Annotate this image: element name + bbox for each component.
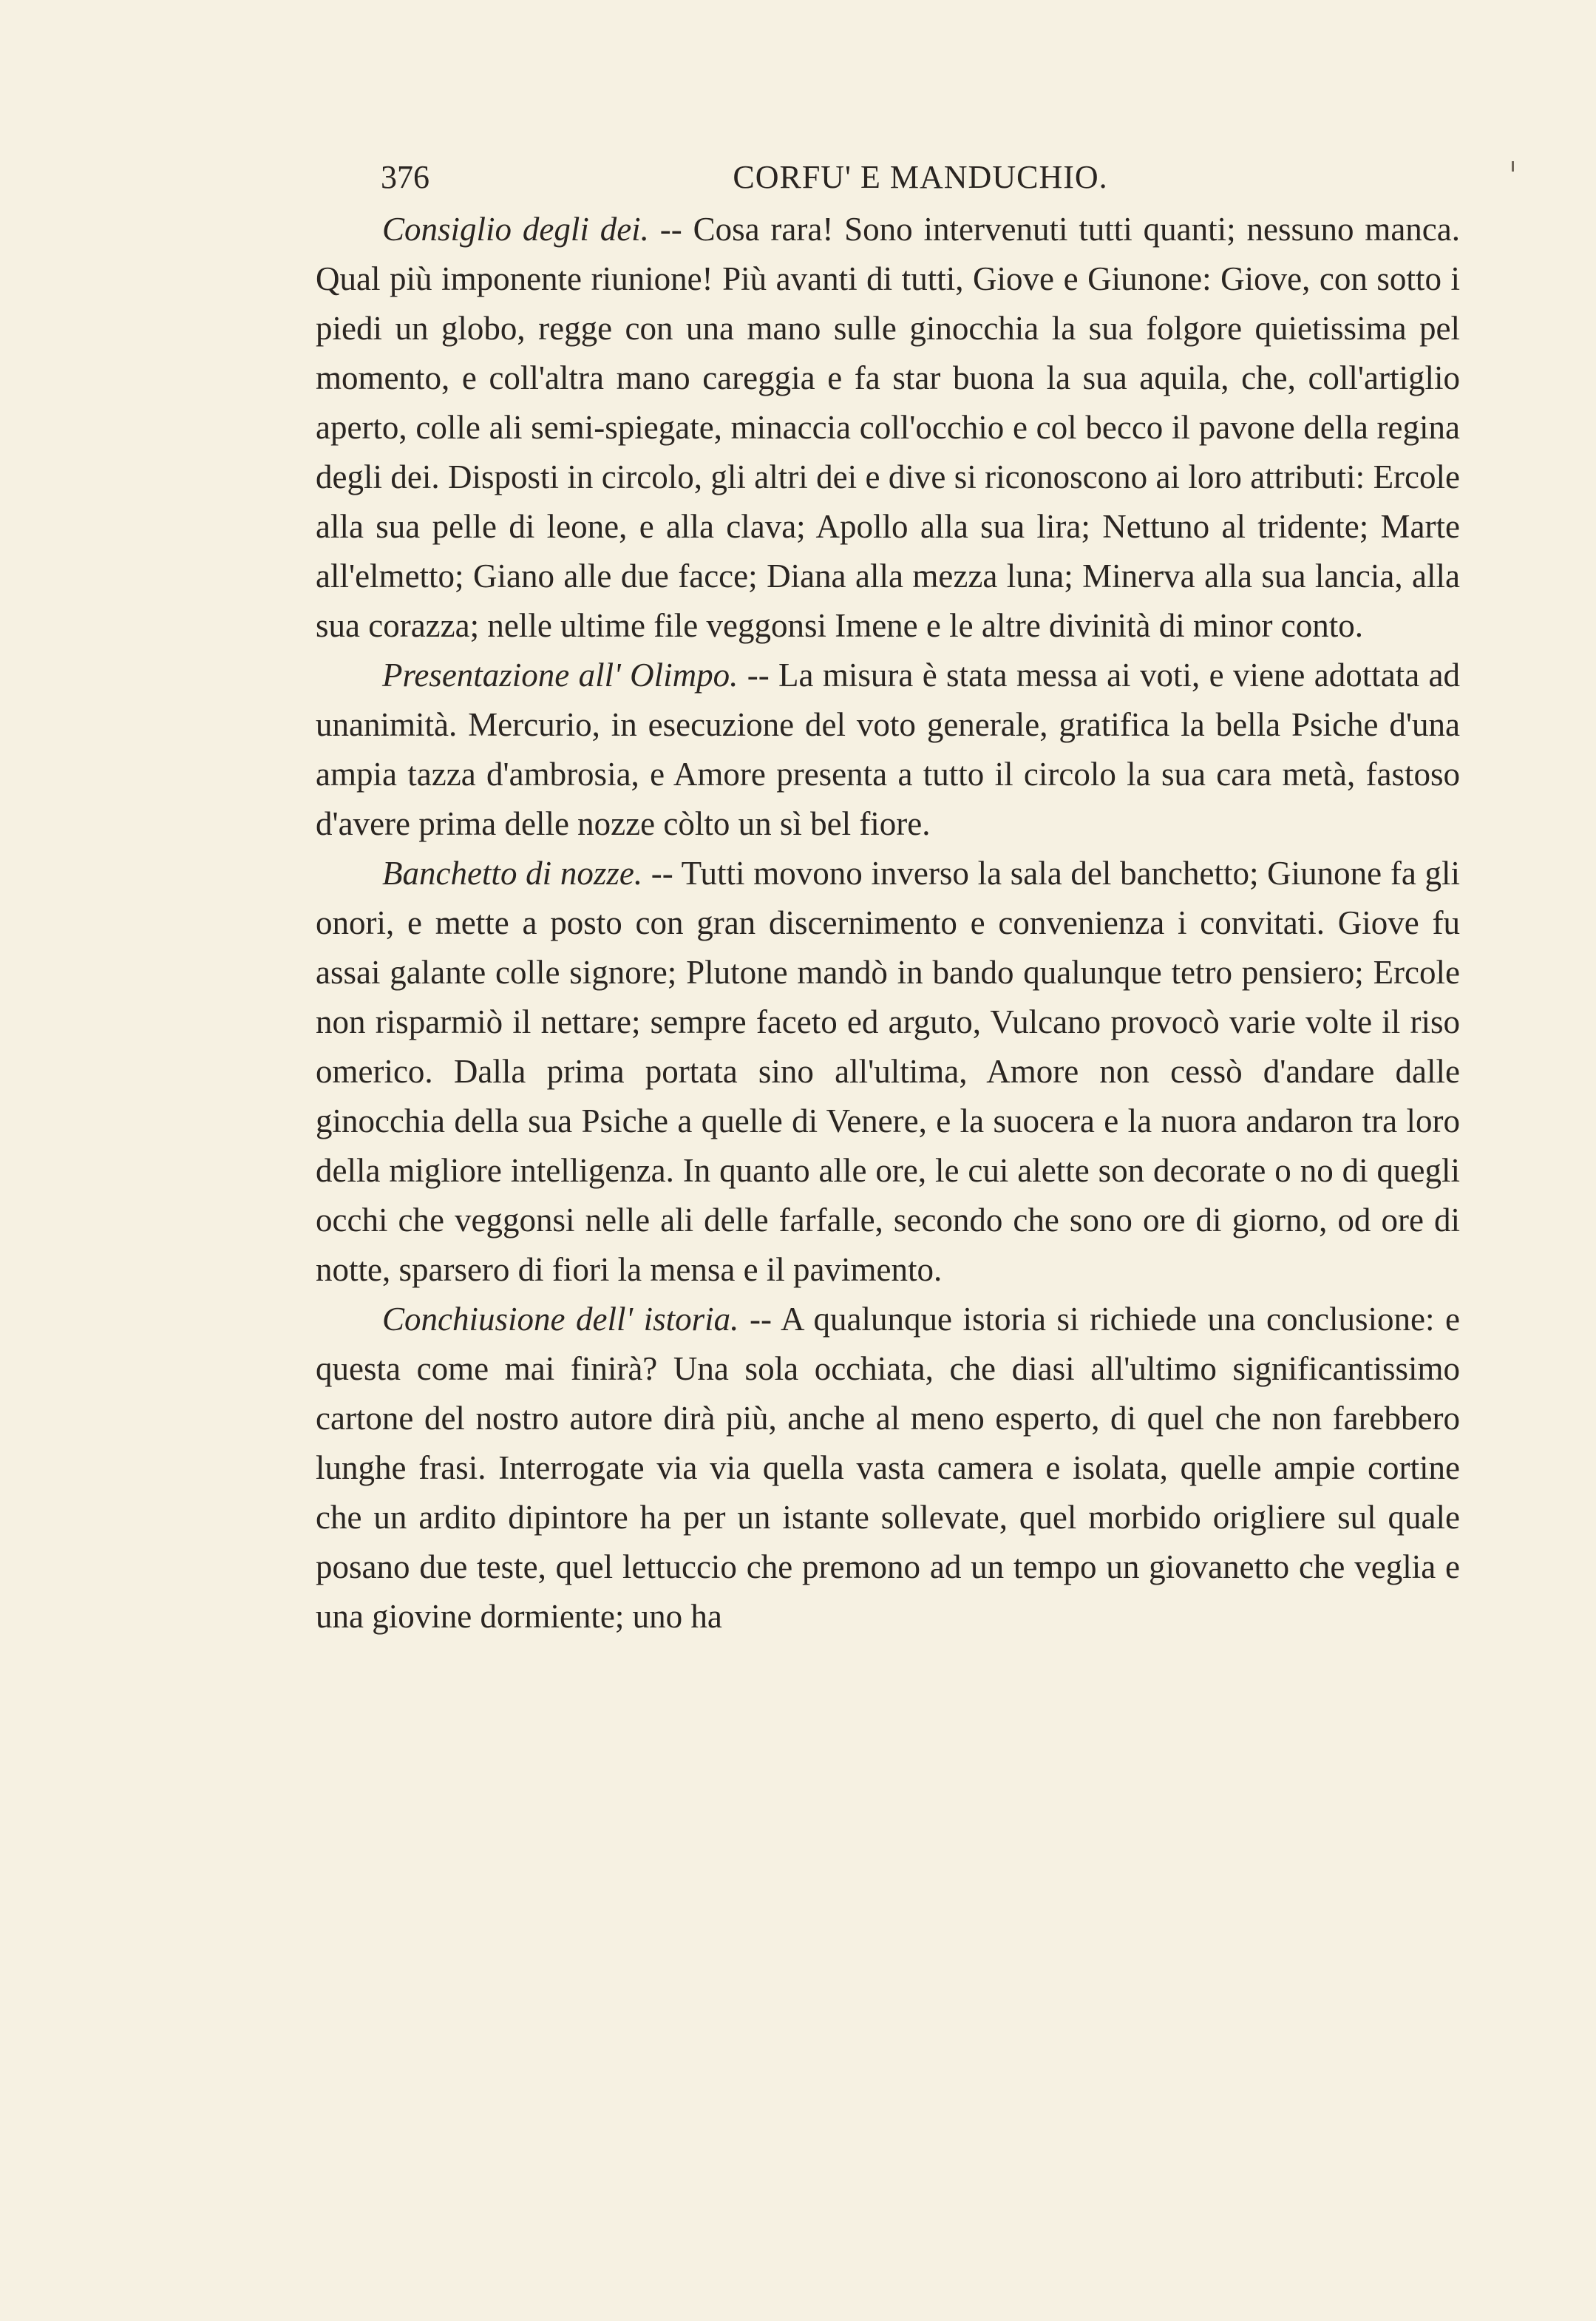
paragraph-rubric: Consiglio degli dei. bbox=[382, 211, 649, 248]
paragraph-conchiusione-dell-istoria bbox=[316, 1295, 1460, 1641]
paragraph-text: -- Cosa rara! Sono intervenuti tutti quanti; nessuno manca. Qual più imponente riunione! Più avanti di tutti, Giove e Giunone: Giove, con sotto i piedi un globo, regge con una mano sulle ginocchia la sua folgore quietissima pel momento, e coll'altra mano careggia e fa star buona la sua aquila, che, coll'artiglio aperto, colle ali semi-spiegate, minaccia coll'occhio e col becco il pavone della regina degli dei. Disposti in circolo, gli altri dei e dive si riconoscono ai loro attributi: Ercole alla sua pelle di leone, e alla clava; Apollo alla sua lira; Nettuno al tridente; Marte all'elmetto; Giano alle due facce; Diana alla mezza luna; Minerva alla sua lancia, alla sua corazza; nelle ultime file veggonsi Imene e le altre divinità di minor conto. bbox=[316, 211, 1460, 644]
paragraph-consiglio-degli-dei bbox=[316, 205, 1460, 651]
paragraph-text: -- Tutti movono inverso la sala del banchetto; Giunone fa gli onori, e mette a posto con gran discernimento e convenienza i convitati. Giove fu assai galante colle signore; Plutone mandò in bando qualunque tetro pensiero; Ercole non risparmiò il nettare; sempre faceto ed arguto, Vulcano provocò varie volte il riso omerico. Dalla prima portata sino all'ultima, Amore non cessò d'andare dalle ginocchia della sua Psiche a quelle di Venere, e la suocera e la nuora andaron tra loro della migliore intelligenza. In quanto alle ore, le cui alette son decorate o no di quegli occhi che veggonsi nelle ali delle farfalle, secondo che sono ore di giorno, od ore di notte, sparsero di fiori la mensa e il pavimento. bbox=[316, 855, 1461, 1288]
paragraph-rubric: Presentazione all' Olimpo. bbox=[382, 657, 738, 694]
paragraph-banchetto-di-nozze bbox=[316, 849, 1460, 1295]
running-title: CORFU' E MANDUCHIO. bbox=[733, 159, 1108, 195]
paragraph-rubric: Conchiusione dell' istoria. bbox=[382, 1301, 739, 1338]
margin-tick-mark bbox=[1512, 161, 1514, 172]
running-head bbox=[381, 155, 1460, 200]
page-number: 376 bbox=[381, 159, 429, 195]
body-text bbox=[316, 205, 1460, 1641]
paragraph-text: -- La misura è stata messa ai voti, e viene adottata ad unanimità. Mercurio, in esecuzione del voto generale, gratifica la bella Psiche d'una ampia tazza d'ambrosia, e Amore presenta a tutto il circolo la sua cara metà, fastoso d'avere prima delle nozze còlto un sì bel fiore. bbox=[316, 657, 1460, 842]
paragraph-presentazione-all-olimpo bbox=[316, 651, 1460, 849]
paragraph-rubric: Banchetto di nozze. bbox=[382, 855, 643, 892]
paragraph-text: -- A qualunque istoria si richiede una conclusione: e questa come mai finirà? Una sola occhiata, che diasi all'ultimo significantissimo cartone del nostro autore dirà più, anche al meno esperto, di quel che non farebbero lunghe frasi. Interrogate via via quella vasta camera e isolata, quelle ampie cortine che un ardito dipintore ha per un istante sollevate, quel morbido origliere sul quale posano due teste, quel lettuccio che premono ad un tempo un giovanetto che veglia e una giovine dormiente; uno ha bbox=[316, 1301, 1460, 1635]
